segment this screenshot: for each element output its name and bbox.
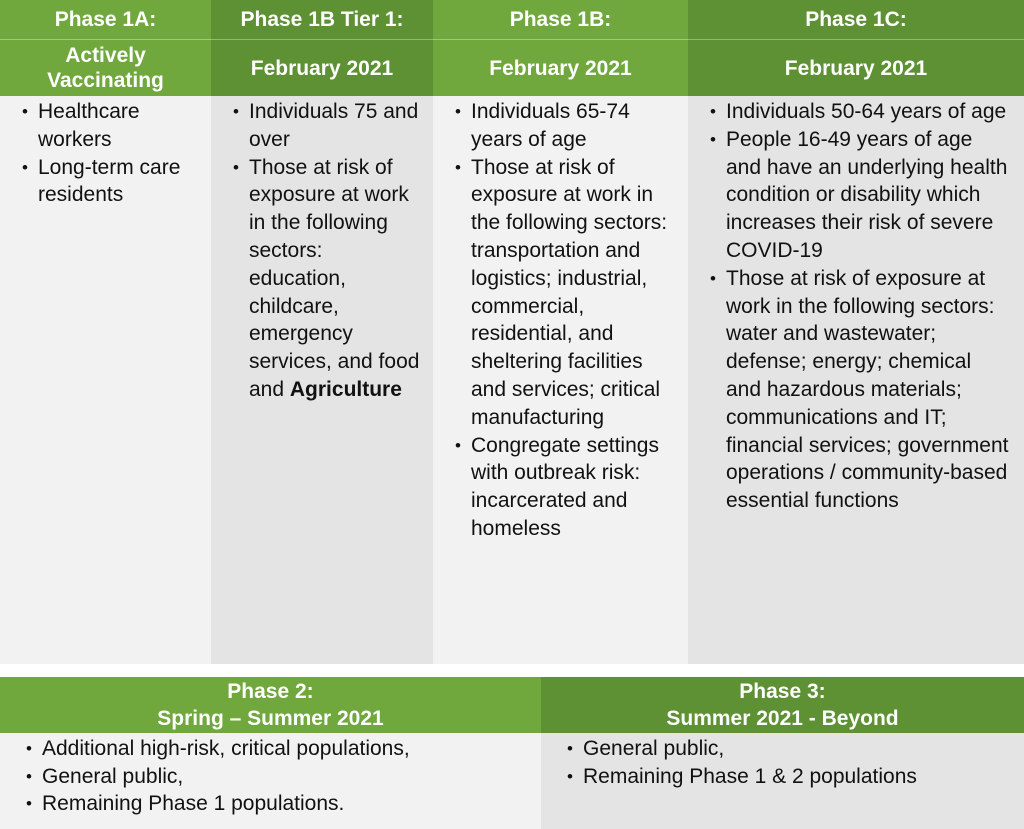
list-item: • Remaining Phase 1 & 2 populations — [567, 763, 1016, 791]
phase-2-header — [0, 677, 541, 733]
phase-2-section — [0, 677, 541, 829]
phase-1b-tier1-list — [233, 98, 425, 404]
phase-3-header — [541, 677, 1024, 733]
phase-1b-body — [433, 96, 688, 664]
list-item: • General public, — [567, 735, 1016, 763]
phase-1b-title: Phase 1B: — [433, 0, 688, 40]
list-item: • Individuals 65-74 years of age — [455, 98, 680, 154]
list-item: • People 16-49 years of age and have an underlying health condition or disability which increases their risk of severe COVID-19 — [710, 126, 1010, 265]
phase-2-subtitle: Spring – Summer 2021 — [157, 707, 384, 730]
phase-1a-subtitle — [0, 40, 211, 96]
phase-1b-tier1-title: Phase 1B Tier 1: — [211, 0, 433, 40]
phase-1a-subtitle-text: Actively Vaccinating — [47, 44, 164, 92]
phase-3-section — [541, 677, 1024, 829]
phase-1c-column — [688, 0, 1024, 664]
list-item: • Individuals 50-64 years of age — [710, 98, 1010, 126]
list-item-text: Those at risk of exposure at work in the following sectors: education, childcare, emergency services, and food and — [249, 155, 420, 401]
agriculture-emphasis: Agriculture — [289, 377, 402, 401]
list-item: • Additional high-risk, critical populations, — [26, 735, 533, 763]
list-item: • Those at risk of exposure at work in the following sectors: water and wastewater; defense; energy; chemical and hazardous materials; communications and IT; financial services; government operations / community-based essential functions — [710, 265, 1010, 515]
phase-1b-list — [455, 98, 680, 543]
phase-1c-list — [710, 98, 1010, 515]
phase-1a-list — [22, 98, 203, 209]
phase-2-title: Phase 2: — [227, 680, 314, 703]
list-item: • Congregate settings with outbreak risk: incarcerated and homeless — [455, 432, 680, 543]
phase-1b-subtitle: February 2021 — [433, 40, 688, 96]
phase-3-body — [541, 733, 1024, 829]
list-item: • General public, — [26, 763, 533, 791]
phase-3-subtitle: Summer 2021 - Beyond — [666, 707, 899, 730]
phase-1c-body — [688, 96, 1024, 664]
phase-1b-tier1-column — [211, 0, 433, 664]
list-item: • Healthcare workers — [22, 98, 203, 154]
phase-2-list — [26, 735, 533, 818]
list-item: • Long-term care residents — [22, 154, 203, 210]
phase-1c-subtitle: February 2021 — [688, 40, 1024, 96]
phase-1b-tier1-body — [211, 96, 433, 664]
phase-1a-column — [0, 0, 211, 664]
phase-3-list — [567, 735, 1016, 790]
list-item: • Remaining Phase 1 populations. — [26, 790, 533, 818]
phase-1a-body — [0, 96, 211, 664]
phase-1b-column — [433, 0, 688, 664]
phase-1b-tier1-subtitle: February 2021 — [211, 40, 433, 96]
list-item: • Individuals 75 and over — [233, 98, 425, 154]
list-item — [233, 154, 425, 404]
phase-3-title: Phase 3: — [739, 680, 826, 703]
phase-1a-title: Phase 1A: — [0, 0, 211, 40]
phase-2-body — [0, 733, 541, 829]
phase-1c-title: Phase 1C: — [688, 0, 1024, 40]
list-item: • Those at risk of exposure at work in the following sectors: transportation and logistics; industrial, commercial, residential, and sheltering facilities and services; critical manufacturing — [455, 154, 680, 432]
